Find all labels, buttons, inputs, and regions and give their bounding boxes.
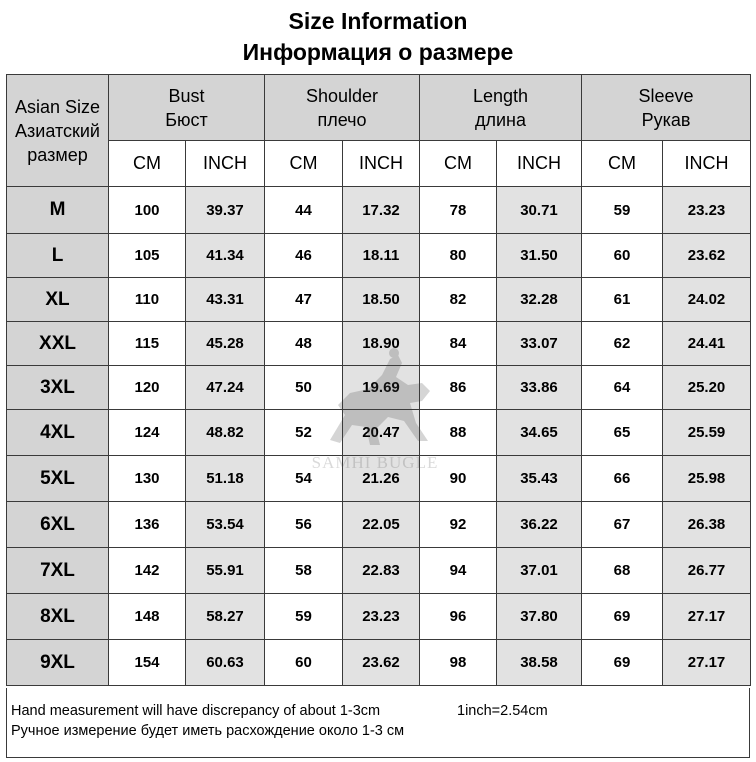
cell-length-cm: 80	[420, 234, 497, 278]
cell-sleeve-in: 27.17	[663, 640, 751, 686]
cell-sleeve-cm: 62	[582, 322, 663, 366]
cell-sleeve-in: 24.41	[663, 322, 751, 366]
size-label: 7XL	[7, 548, 109, 594]
notes-box	[6, 688, 750, 758]
header-shoulder-en: Shoulder	[305, 85, 379, 106]
unit-sleeve-cm: CM	[582, 141, 663, 187]
cell-sleeve-in: 25.59	[663, 410, 751, 456]
cell-length-cm: 86	[420, 366, 497, 410]
unit-shoulder-inch: INCH	[343, 141, 420, 187]
table-row	[7, 594, 751, 640]
unit-bust-cm: CM	[109, 141, 186, 187]
cell-sleeve-in: 25.20	[663, 366, 751, 410]
cell-bust-in: 55.91	[186, 548, 265, 594]
cell-sleeve-in: 23.62	[663, 234, 751, 278]
title-english: Size Information	[288, 8, 468, 34]
cell-length-cm: 78	[420, 187, 497, 234]
cell-sleeve-in: 25.98	[663, 456, 751, 502]
cell-length-in: 34.65	[497, 410, 582, 456]
cell-bust-cm: 115	[109, 322, 186, 366]
header-length-ru: длина	[474, 109, 526, 130]
cell-bust-in: 51.18	[186, 456, 265, 502]
cell-sleeve-cm: 61	[582, 278, 663, 322]
table-row	[7, 640, 751, 686]
note-conversion: 1inch=2.54cm	[457, 703, 548, 719]
header-sleeve-en: Sleeve	[638, 85, 694, 106]
cell-length-in: 35.43	[497, 456, 582, 502]
cell-sleeve-in: 23.23	[663, 187, 751, 234]
note-discrepancy-en: Hand measurement will have discrepancy of about 1-3cm	[11, 703, 381, 719]
cell-length-in: 32.28	[497, 278, 582, 322]
title-russian: Информация о размере	[242, 39, 514, 65]
cell-length-in: 31.50	[497, 234, 582, 278]
unit-shoulder-cm: CM	[265, 141, 343, 187]
unit-sleeve-inch: INCH	[663, 141, 751, 187]
cell-shoulder-cm: 50	[265, 366, 343, 410]
size-label: 8XL	[7, 594, 109, 640]
cell-bust-cm: 142	[109, 548, 186, 594]
table-row	[7, 234, 751, 278]
cell-bust-cm: 154	[109, 640, 186, 686]
size-label: 4XL	[7, 410, 109, 456]
cell-shoulder-cm: 59	[265, 594, 343, 640]
cell-sleeve-in: 26.38	[663, 502, 751, 548]
cell-length-in: 33.86	[497, 366, 582, 410]
size-label: 3XL	[7, 366, 109, 410]
table-row	[7, 410, 751, 456]
table-row	[7, 278, 751, 322]
size-rows	[7, 187, 751, 686]
cell-bust-cm: 100	[109, 187, 186, 234]
table-row	[7, 456, 751, 502]
size-label: L	[7, 234, 109, 278]
header-asian-size-ru1: Азиатский	[15, 120, 100, 141]
table-row	[7, 502, 751, 548]
cell-sleeve-cm: 65	[582, 410, 663, 456]
cell-sleeve-cm: 66	[582, 456, 663, 502]
size-label: XL	[7, 278, 109, 322]
cell-shoulder-cm: 58	[265, 548, 343, 594]
cell-sleeve-in: 26.77	[663, 548, 751, 594]
cell-sleeve-cm: 64	[582, 366, 663, 410]
cell-shoulder-cm: 52	[265, 410, 343, 456]
cell-bust-in: 43.31	[186, 278, 265, 322]
cell-shoulder-cm: 60	[265, 640, 343, 686]
cell-sleeve-cm: 59	[582, 187, 663, 234]
size-label: 6XL	[7, 502, 109, 548]
cell-shoulder-in: 19.69	[343, 366, 420, 410]
table-row	[7, 366, 751, 410]
table-row	[7, 187, 751, 234]
cell-shoulder-in: 18.11	[343, 234, 420, 278]
header-sleeve-ru: Рукав	[641, 109, 691, 130]
cell-sleeve-cm: 67	[582, 502, 663, 548]
note-discrepancy-ru: Ручное измерение будет иметь расхождение около 1-3 см	[11, 723, 405, 739]
cell-length-cm: 92	[420, 502, 497, 548]
cell-shoulder-cm: 47	[265, 278, 343, 322]
size-table	[6, 74, 751, 686]
cell-bust-in: 53.54	[186, 502, 265, 548]
cell-shoulder-in: 18.90	[343, 322, 420, 366]
cell-length-cm: 90	[420, 456, 497, 502]
cell-shoulder-in: 23.62	[343, 640, 420, 686]
unit-bust-inch: INCH	[186, 141, 265, 187]
size-label: 9XL	[7, 640, 109, 686]
cell-bust-in: 41.34	[186, 234, 265, 278]
cell-length-cm: 82	[420, 278, 497, 322]
header-asian-size	[7, 75, 109, 187]
size-label: 5XL	[7, 456, 109, 502]
header-length	[420, 75, 582, 141]
header-asian-size-ru2: размер	[27, 144, 88, 165]
cell-bust-cm: 124	[109, 410, 186, 456]
cell-length-cm: 94	[420, 548, 497, 594]
cell-bust-in: 47.24	[186, 366, 265, 410]
cell-bust-in: 39.37	[186, 187, 265, 234]
header-shoulder	[265, 75, 420, 141]
cell-shoulder-in: 23.23	[343, 594, 420, 640]
cell-bust-in: 60.63	[186, 640, 265, 686]
cell-shoulder-in: 20.47	[343, 410, 420, 456]
header-shoulder-ru: плечо	[317, 109, 367, 130]
cell-bust-cm: 130	[109, 456, 186, 502]
cell-bust-cm: 105	[109, 234, 186, 278]
cell-shoulder-in: 22.05	[343, 502, 420, 548]
cell-shoulder-in: 18.50	[343, 278, 420, 322]
header-bust-ru: Бюст	[165, 109, 208, 130]
cell-sleeve-cm: 68	[582, 548, 663, 594]
cell-shoulder-cm: 54	[265, 456, 343, 502]
cell-length-cm: 98	[420, 640, 497, 686]
cell-sleeve-cm: 69	[582, 640, 663, 686]
cell-bust-cm: 136	[109, 502, 186, 548]
watermark-text: SAMHI BUGLE	[311, 453, 439, 472]
table-row	[7, 322, 751, 366]
cell-length-in: 37.80	[497, 594, 582, 640]
cell-sleeve-cm: 69	[582, 594, 663, 640]
cell-length-in: 36.22	[497, 502, 582, 548]
cell-bust-cm: 148	[109, 594, 186, 640]
cell-shoulder-cm: 56	[265, 502, 343, 548]
cell-length-in: 37.01	[497, 548, 582, 594]
header-asian-size-en: Asian Size	[14, 96, 101, 117]
table-row	[7, 548, 751, 594]
unit-length-inch: INCH	[497, 141, 582, 187]
header-bust	[109, 75, 265, 141]
cell-bust-in: 48.82	[186, 410, 265, 456]
cell-bust-in: 45.28	[186, 322, 265, 366]
header-sleeve	[582, 75, 751, 141]
size-label: M	[7, 187, 109, 234]
cell-sleeve-in: 27.17	[663, 594, 751, 640]
cell-length-cm: 84	[420, 322, 497, 366]
cell-bust-cm: 110	[109, 278, 186, 322]
cell-sleeve-cm: 60	[582, 234, 663, 278]
header-length-en: Length	[472, 85, 529, 106]
header-bust-en: Bust	[168, 85, 205, 106]
unit-length-cm: CM	[420, 141, 497, 187]
cell-shoulder-in: 22.83	[343, 548, 420, 594]
cell-bust-in: 58.27	[186, 594, 265, 640]
cell-bust-cm: 120	[109, 366, 186, 410]
size-label: XXL	[7, 322, 109, 366]
cell-length-in: 38.58	[497, 640, 582, 686]
cell-length-cm: 88	[420, 410, 497, 456]
cell-length-cm: 96	[420, 594, 497, 640]
cell-sleeve-in: 24.02	[663, 278, 751, 322]
cell-shoulder-in: 21.26	[343, 456, 420, 502]
cell-length-in: 33.07	[497, 322, 582, 366]
cell-shoulder-cm: 46	[265, 234, 343, 278]
cell-shoulder-cm: 44	[265, 187, 343, 234]
cell-length-in: 30.71	[497, 187, 582, 234]
cell-shoulder-in: 17.32	[343, 187, 420, 234]
cell-shoulder-cm: 48	[265, 322, 343, 366]
